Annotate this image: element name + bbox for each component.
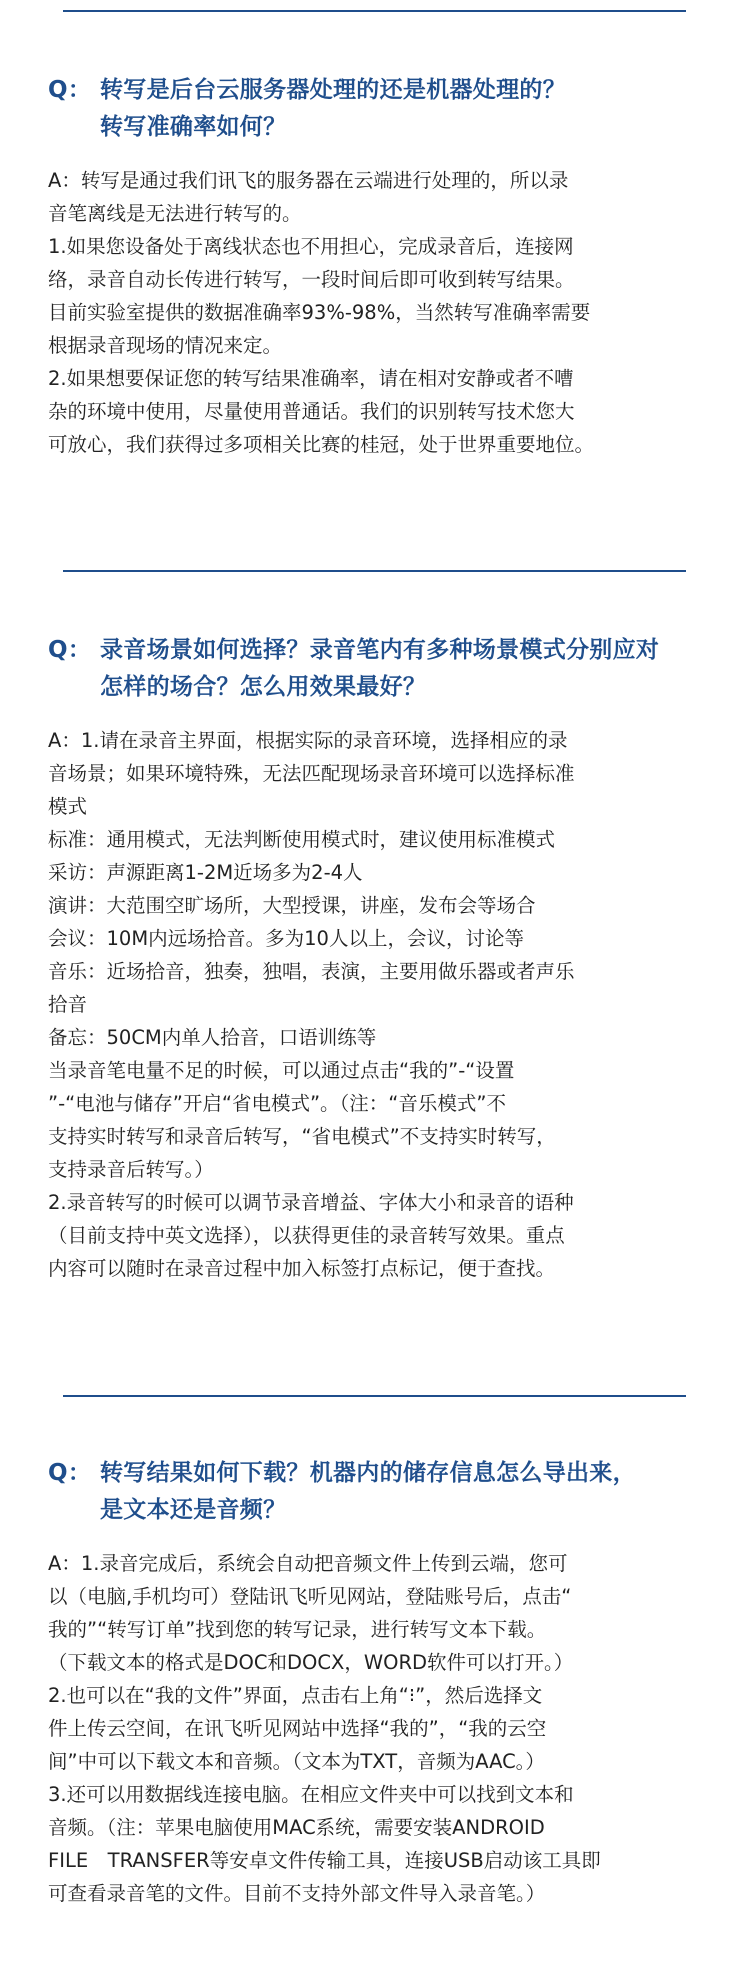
faq-section-recording-scenes <box>48 632 728 1285</box>
answer-line: 采访：声源距离1-2M近场多为2-4人 <box>48 861 363 884</box>
answer-line: 模式 <box>48 795 88 818</box>
answer <box>48 164 728 461</box>
question-prefix: Q： <box>48 637 92 663</box>
question-line: 转写准确率如何？ <box>100 114 287 140</box>
question-prefix: Q： <box>48 77 92 103</box>
question-line: 录音场景如何选择？录音笔内有多种场景模式分别应对 <box>100 637 660 663</box>
answer-line: 杂的环境中使用，尽量使用普通话。我们的识别转写技术您大 <box>48 400 575 423</box>
question-prefix: Q： <box>48 1460 92 1486</box>
answer-line: 备忘：50CM内单人拾音，口语训练等 <box>48 1026 377 1049</box>
answer-line: （目前支持中英文选择），以获得更佳的录音转写效果。重点 <box>48 1224 565 1247</box>
answer-line: A：1.请在录音主界面，根据实际的录音环境，选择相应的录 <box>48 729 568 752</box>
answer-line: 目前实验室提供的数据准确率93%-98%，当然转写准确率需要 <box>48 301 591 324</box>
answer-line: 音乐：近场拾音，独奏，独唱，表演，主要用做乐器或者声乐 <box>48 960 575 983</box>
answer-line: 音笔离线是无法进行转写的。 <box>48 202 302 225</box>
answer-line: 2.录音转写的时候可以调节录音增益、字体大小和录音的语种 <box>48 1191 574 1214</box>
answer-line: 络，录音自动长传进行转写，一段时间后即可收到转写结果。 <box>48 268 575 291</box>
answer-line: 2.如果想要保证您的转写结果准确率，请在相对安静或者不嘈 <box>48 367 574 390</box>
answer-line: A：1.录音完成后，系统会自动把音频文件上传到云端，您可 <box>48 1552 568 1575</box>
answer-line: 演讲：大范围空旷场所，大型授课，讲座，发布会等场合 <box>48 894 536 917</box>
answer-line: A：转写是通过我们讯飞的服务器在云端进行处理的，所以录 <box>48 169 569 192</box>
answer-line: 音场景；如果环境特殊，无法匹配现场录音环境可以选择标准 <box>48 762 575 785</box>
answer-line: 3.还可以用数据线连接电脑。在相应文件夹中可以找到文本和 <box>48 1783 574 1806</box>
answer-line: ”-“电池与储存”开启“省电模式”。（注：“音乐模式”不 <box>48 1092 507 1115</box>
answer-line: FILE TRANSFER等安卓文件传输工具，连接USB启动该工具即 <box>48 1849 601 1872</box>
answer-line: 以（电脑,手机均可）登陆讯飞听见网站，登陆账号后，点击“ <box>48 1585 572 1608</box>
answer-line: 可放心，我们获得过多项相关比赛的桂冠，处于世界重要地位。 <box>48 433 595 456</box>
answer-line: 2.也可以在“我的文件”界面，点击右上角“⁝”，然后选择文 <box>48 1684 543 1707</box>
faq-section-download-export <box>48 1455 728 1910</box>
answer-line: （下载文本的格式是DOC和DOCX，WORD软件可以打开。） <box>48 1651 574 1674</box>
answer-line: 支持实时转写和录音后转写，“省电模式”不支持实时转写， <box>48 1125 556 1148</box>
answer-line: 音频。（注：苹果电脑使用MAC系统，需要安装ANDROID <box>48 1816 545 1839</box>
answer-line: 会议：10M内远场拾音。多为10人以上，会议，讨论等 <box>48 927 524 950</box>
answer-line: 当录音笔电量不足的时候，可以通过点击“我的”-“设置 <box>48 1059 515 1082</box>
answer-line: 间”中可以下载文本和音频。（文本为TXT，音频为AAC。） <box>48 1750 545 1773</box>
faq-section-transcription-processing <box>48 72 728 461</box>
section-divider <box>63 1395 686 1397</box>
answer-line: 标准：通用模式，无法判断使用模式时，建议使用标准模式 <box>48 828 556 851</box>
answer-line: 支持录音后转写。） <box>48 1158 214 1181</box>
answer-line: 可查看录音笔的文件。目前不支持外部文件导入录音笔。） <box>48 1882 546 1905</box>
question <box>48 72 728 146</box>
answer-line: 内容可以随时在录音过程中加入标签打点标记，便于查找。 <box>48 1257 556 1280</box>
answer-line: 1.如果您设备处于离线状态也不用担心，完成录音后，连接网 <box>48 235 574 258</box>
section-divider <box>63 10 686 12</box>
answer <box>48 1547 728 1910</box>
question <box>48 1455 728 1529</box>
answer-line: 根据录音现场的情况来定。 <box>48 334 283 357</box>
answer <box>48 724 728 1285</box>
question-line: 转写是后台云服务器处理的还是机器处理的？ <box>100 77 566 103</box>
answer-line: 件上传云空间，在讯飞听见网站中选择“我的”，“我的云空 <box>48 1717 547 1740</box>
section-divider <box>63 570 686 572</box>
question <box>48 632 728 706</box>
answer-line: 拾音 <box>48 993 88 1016</box>
question-line: 怎样的场合？怎么用效果最好？ <box>100 674 427 700</box>
answer-line: 我的”“转写订单”找到您的转写记录，进行转写文本下载。 <box>48 1618 547 1641</box>
question-line: 转写结果如何下载？机器内的储存信息怎么导出来， <box>100 1460 636 1486</box>
question-line: 是文本还是音频？ <box>100 1497 287 1523</box>
